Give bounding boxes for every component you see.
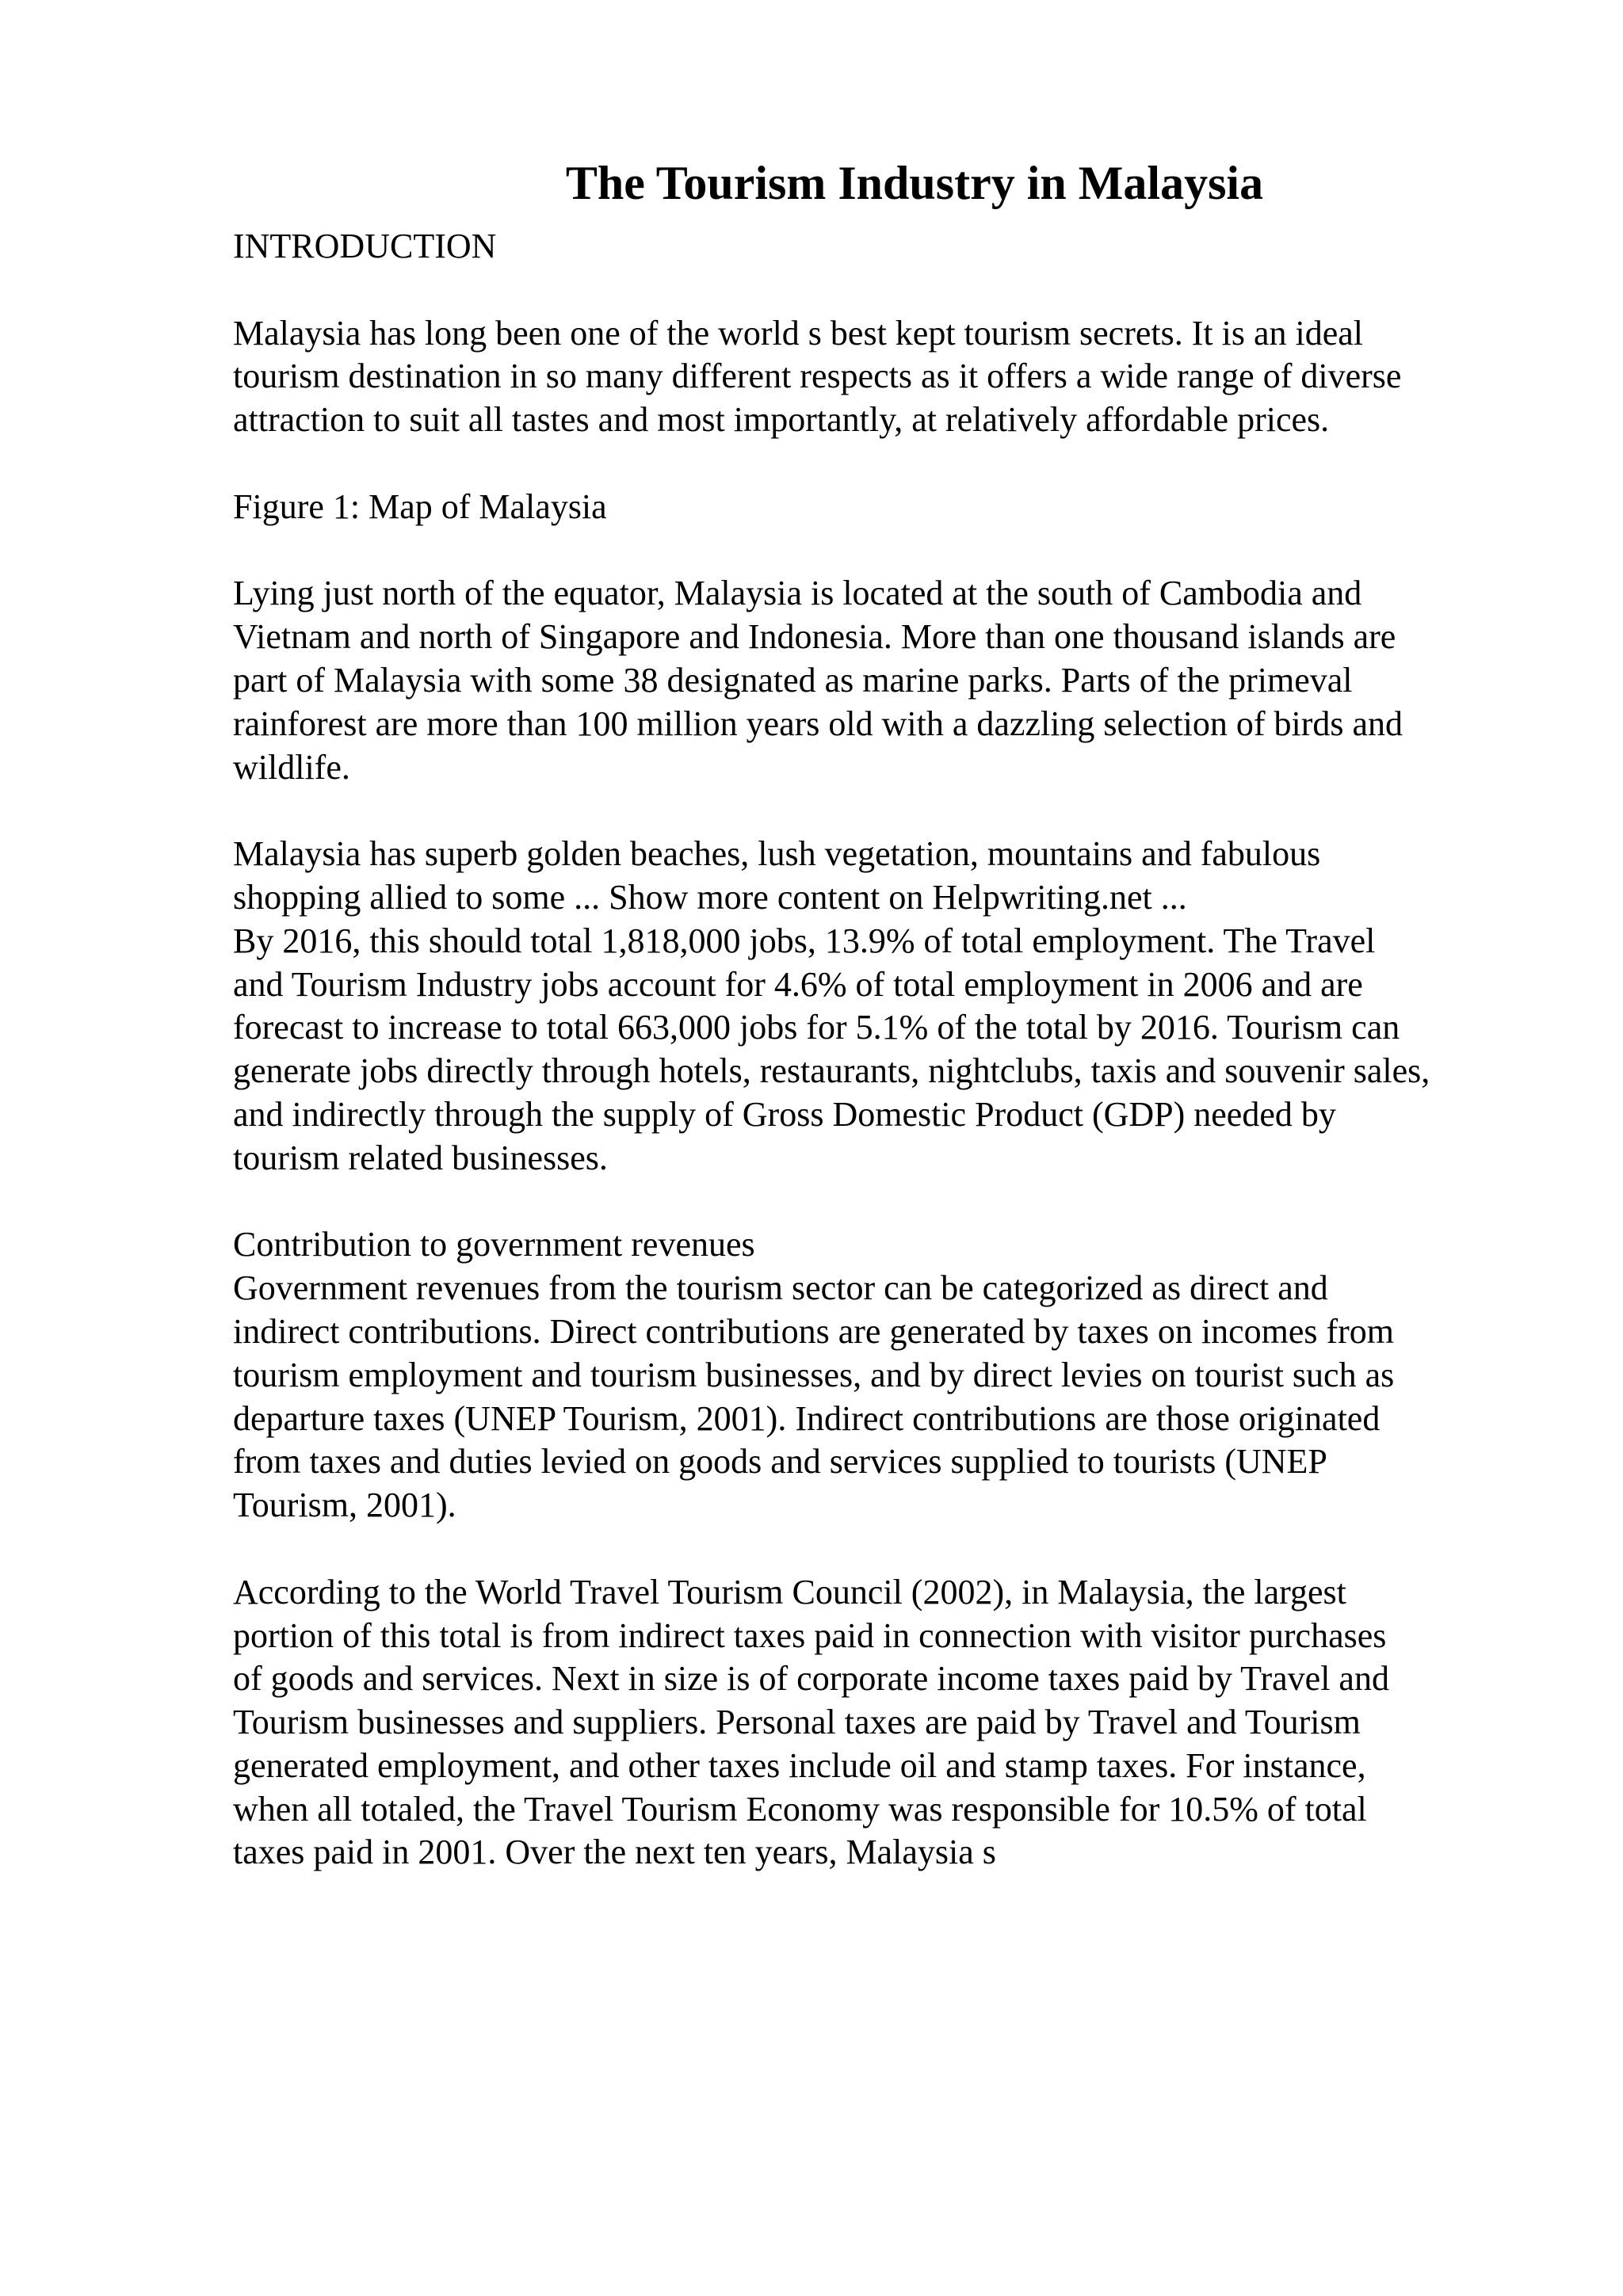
text-line: tourism employment and tourism businesses, and by direct levies on tourist such as: [233, 1355, 1395, 1394]
paragraph-intro: [233, 312, 1533, 442]
text-line: part of Malaysia with some 38 designated as marine parks. Parts of the primeval: [233, 660, 1353, 700]
text-line: rainforest are more than 100 million years old with a dazzling selection of birds and: [233, 704, 1403, 743]
text-line: Government revenues from the tourism sector can be categorized as direct and: [233, 1268, 1328, 1308]
text-line: Vietnam and north of Singapore and Indonesia. More than one thousand islands are: [233, 617, 1396, 657]
text-line: Malaysia has superb golden beaches, lush vegetation, mountains and fabulous: [233, 834, 1321, 874]
document-title: The Tourism Industry in Malaysia: [565, 157, 1264, 209]
text-line: Tourism businesses and suppliers. Personal taxes are paid by Travel and Tourism: [233, 1703, 1361, 1742]
heading-text: INTRODUCTION: [233, 227, 497, 265]
section-heading-introduction: [233, 225, 1533, 269]
text-line: and Tourism Industry jobs account for 4.6% of total employment in 2006 and are: [233, 964, 1363, 1004]
text-line: when all totaled, the Travel Tourism Economy was responsible for 10.5% of total: [233, 1789, 1367, 1829]
text-line: indirect contributions. Direct contributions are generated by taxes on incomes from: [233, 1311, 1394, 1351]
text-line: of goods and services. Next in size is of corporate income taxes paid by Travel and: [233, 1659, 1389, 1699]
subheading-text: Contribution to government revenues: [233, 1225, 755, 1264]
text-line: shopping allied to some ... Show more content on Helpwriting.net ...: [233, 877, 1187, 917]
text-line: Lying just north of the equator, Malaysia is located at the south of Cambodia and: [233, 574, 1362, 613]
text-line: portion of this total is from indirect taxes paid in connection with visitor purchases: [233, 1615, 1387, 1655]
text-line: By 2016, this should total 1,818,000 jobs, 13.9% of total employment. The Travel: [233, 921, 1376, 960]
text-line: According to the World Travel Tourism Council (2002), in Malaysia, the largest: [233, 1572, 1346, 1611]
text-line: tourism related businesses.: [233, 1138, 608, 1177]
text-line: Tourism, 2001).: [233, 1486, 456, 1525]
paragraph-location: [233, 572, 1533, 789]
text-line: generate jobs directly through hotels, restaurants, nightclubs, taxis and souvenir sales,: [233, 1051, 1430, 1091]
text-line: taxes paid in 2001. Over the next ten years, Malaysia s: [233, 1833, 996, 1872]
text-line: Malaysia has long been one of the world s best kept tourism secrets. It is an ideal: [233, 313, 1363, 353]
paragraph-employment: [233, 833, 1533, 1180]
text-line: from taxes and duties levied on goods and services supplied to tourists (UNEP: [233, 1442, 1327, 1482]
caption-text: Figure 1: Map of Malaysia: [233, 486, 607, 526]
text-line: tourism destination in so many different respects as it offers a wide range of diverse: [233, 357, 1402, 396]
paragraph-government-revenues: [233, 1223, 1533, 1527]
text-line: wildlife.: [233, 747, 350, 787]
figure-caption: [233, 486, 1533, 529]
document-content: [233, 151, 1533, 1875]
text-line: and indirectly through the supply of Gross Domestic Product (GDP) needed by: [233, 1094, 1336, 1134]
text-line: generated employment, and other taxes include oil and stamp taxes. For instance,: [233, 1745, 1366, 1785]
text-line: attraction to suit all tastes and most importantly, at relatively affordable prices.: [233, 400, 1330, 440]
text-line: departure taxes (UNEP Tourism, 2001). Indirect contributions are those originated: [233, 1398, 1381, 1438]
paragraph-taxes: [233, 1571, 1533, 1875]
text-line: forecast to increase to total 663,000 jobs for 5.1% of the total by 2016. Tourism can: [233, 1008, 1400, 1047]
